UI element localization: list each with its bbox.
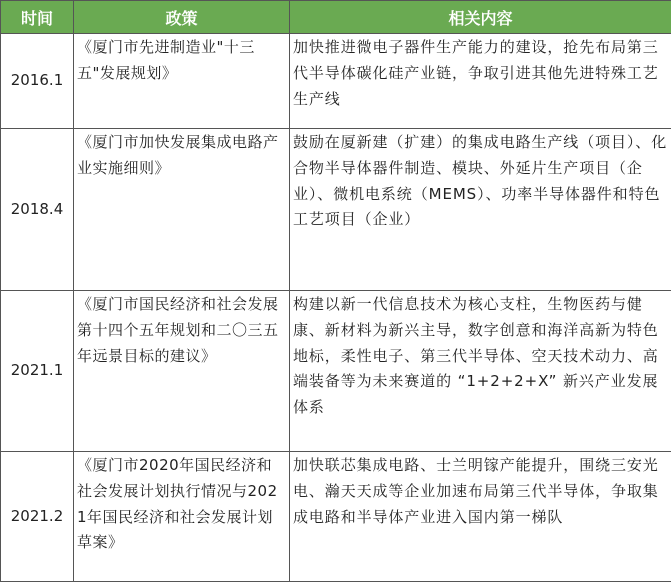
header-policy: 政策 [74,1,290,34]
policy-cell: 《厦门市2020年国民经济和社会发展计划执行情况与2021年国民经济和社会发展计划草案》 [74,452,290,582]
table-row [1,452,671,582]
header-row [1,1,671,34]
content-cell: 构建以新一代信息技术为核心支柱，生物医药与健康、新材料为新兴主导，数字创意和海洋高新为特色地标，柔性电子、第三代半导体、空天技术动力、高端装备等为未来赛道的 “1+2+2+X” 新兴产业发展体系 [290,291,671,452]
year-cell: 2021.1 [1,291,74,452]
content-cell: 加快联芯集成电路、士兰明镓产能提升，围绕三安光电、瀚天天成等企业加速布局第三代半导体，争取集成电路和半导体产业进入国内第一梯队 [290,452,671,582]
content-cell: 加快推进微电子器件生产能力的建设，抢先布局第三代半导体碳化硅产业链，争取引进其他先进特殊工艺生产线 [290,34,671,129]
table-row [1,129,671,291]
policy-cell: 《厦门市国民经济和社会发展第十四个五年规划和二〇三五年远景目标的建议》 [74,291,290,452]
header-time: 时间 [1,1,74,34]
table-row [1,291,671,452]
content-cell: 鼓励在厦新建（扩建）的集成电路生产线（项目）、化合物半导体器件制造、模块、外延片生产项目（企业）、微机电系统（MEMS）、功率半导体器件和特色工艺项目（企业） [290,129,671,291]
policy-cell: 《厦门市加快发展集成电路产业实施细则》 [74,129,290,291]
header-content: 相关内容 [290,1,671,34]
year-cell: 2016.1 [1,34,74,129]
year-cell: 2021.2 [1,452,74,582]
year-cell: 2018.4 [1,129,74,291]
table-row [1,34,671,129]
policy-cell: 《厦门市先进制造业"十三五"发展规划》 [74,34,290,129]
